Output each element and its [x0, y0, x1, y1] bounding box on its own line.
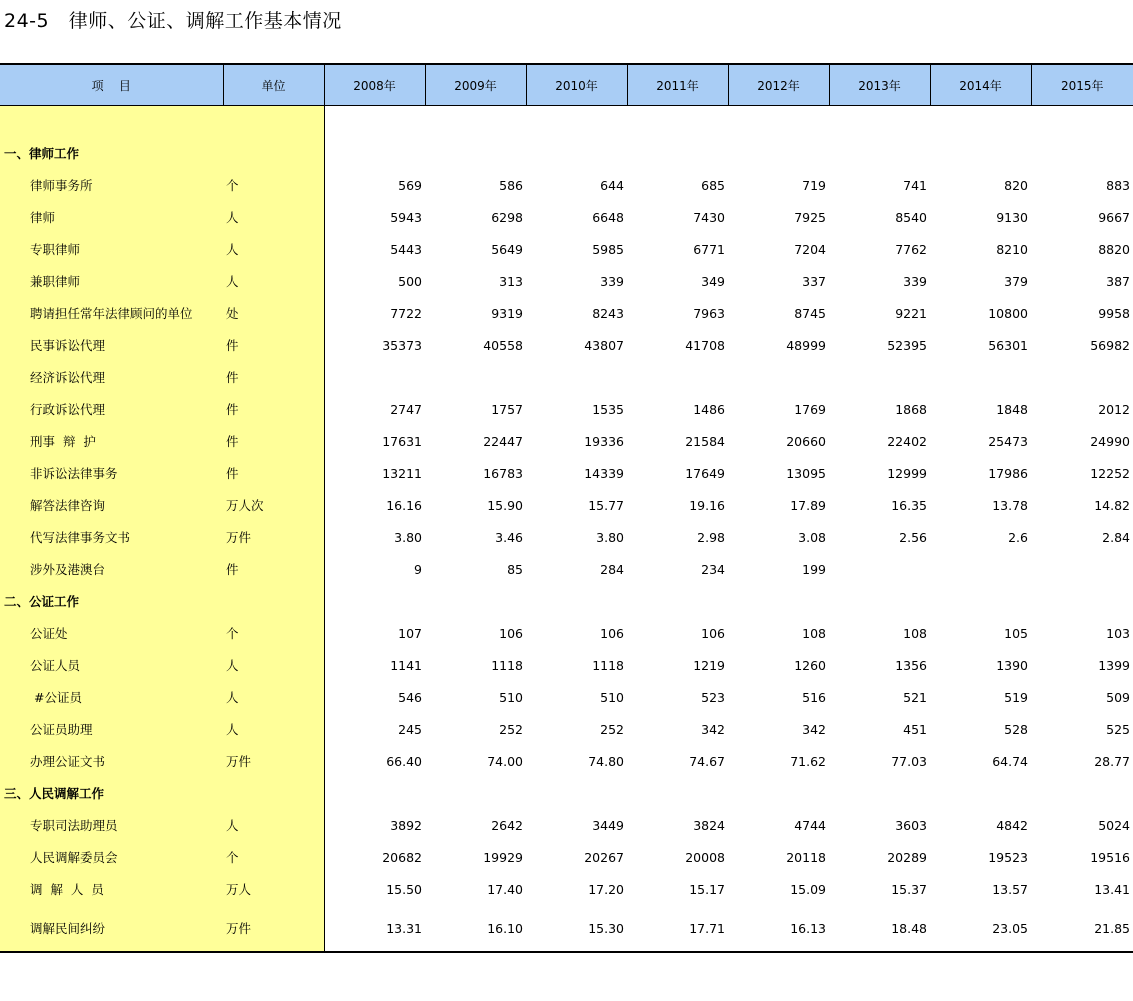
row-unit: 万件: [223, 521, 324, 553]
column-header-year: 2008年: [324, 64, 425, 106]
value-cell: 22447: [483, 433, 523, 449]
statistics-table: [0, 63, 1133, 953]
value-cell: 451: [903, 721, 927, 737]
value-cell: [930, 137, 1031, 169]
column-header-year: 2011年: [627, 64, 728, 106]
value-cell: 24990: [1090, 433, 1130, 449]
value-cell: 2.6: [1008, 529, 1028, 545]
value-cell: 18.48: [829, 905, 930, 952]
value-cell: 66.40: [386, 753, 422, 769]
value-cell: 13095: [786, 465, 826, 481]
row-unit: 件: [223, 553, 324, 585]
value-cell: 2747: [390, 401, 422, 417]
value-cell: [930, 553, 1031, 585]
row-label: 解答法律咨询: [0, 489, 223, 521]
row-label: 刑事 辩 护: [0, 425, 223, 457]
table-row: [0, 841, 1133, 873]
value-cell: 15.17: [689, 881, 725, 897]
value-cell: 516: [802, 689, 826, 705]
value-cell: [1031, 777, 1133, 809]
value-cell: 9958: [1098, 305, 1130, 321]
page-title: 24-5 律师、公证、调解工作基本情况: [4, 10, 342, 32]
value-cell: 19.16: [689, 497, 725, 513]
row-label: 行政诉讼代理: [0, 393, 223, 425]
value-cell: 6298: [491, 209, 523, 225]
spacer-row: [0, 106, 1133, 138]
row-unit: 万件: [223, 905, 324, 952]
value-cell: 8540: [895, 209, 927, 225]
value-cell: 17.20: [588, 881, 624, 897]
row-label: 调 解 人 员: [0, 873, 223, 905]
value-cell: 15.50: [386, 881, 422, 897]
value-cell: 14339: [584, 465, 624, 481]
value-cell: 339: [903, 273, 927, 289]
column-header-year: 2014年: [930, 64, 1031, 106]
value-cell: [627, 361, 728, 393]
table-row: [0, 553, 1133, 585]
value-cell: 56301: [988, 337, 1028, 353]
value-cell: [829, 585, 930, 617]
value-cell: 1390: [996, 657, 1028, 673]
value-cell: 3.80: [596, 529, 624, 545]
row-label: 非诉讼法律事务: [0, 457, 223, 489]
value-cell: 9130: [996, 209, 1028, 225]
value-cell: 21.85: [1031, 905, 1133, 952]
value-cell: 9: [414, 561, 422, 577]
value-cell: 64.74: [992, 753, 1028, 769]
row-unit: 个: [223, 169, 324, 201]
value-cell: 16783: [483, 465, 523, 481]
row-unit: 人: [223, 265, 324, 297]
value-cell: 5943: [390, 209, 422, 225]
value-cell: [829, 553, 930, 585]
row-label: 人民调解委员会: [0, 841, 223, 873]
value-cell: 820: [1004, 177, 1028, 193]
row-unit: 人: [223, 233, 324, 265]
value-cell: [728, 361, 829, 393]
value-cell: [728, 137, 829, 169]
value-cell: 342: [701, 721, 725, 737]
value-cell: 6771: [693, 241, 725, 257]
column-header-year: 2015年: [1031, 64, 1133, 106]
value-cell: 19929: [483, 849, 523, 865]
value-cell: 22402: [887, 433, 927, 449]
value-cell: 1486: [693, 401, 725, 417]
value-cell: 40558: [483, 337, 523, 353]
value-cell: 8210: [996, 241, 1028, 257]
value-cell: 15.90: [487, 497, 523, 513]
row-unit: 人: [223, 649, 324, 681]
value-cell: 23.05: [930, 905, 1031, 952]
value-cell: 106: [499, 625, 523, 641]
value-cell: 107: [398, 625, 422, 641]
table-row: [0, 521, 1133, 553]
value-cell: 17631: [382, 433, 422, 449]
value-cell: 546: [398, 689, 422, 705]
value-cell: [324, 137, 425, 169]
value-cell: 19523: [988, 849, 1028, 865]
value-cell: 528: [1004, 721, 1028, 737]
value-cell: 25473: [988, 433, 1028, 449]
table-row: [0, 617, 1133, 649]
value-cell: 1356: [895, 657, 927, 673]
row-label: 代写法律事务文书: [0, 521, 223, 553]
value-cell: 5443: [390, 241, 422, 257]
header-row: [0, 64, 1133, 106]
value-cell: 35373: [382, 337, 422, 353]
value-cell: 8820: [1098, 241, 1130, 257]
value-cell: 3892: [390, 817, 422, 833]
row-unit: 件: [223, 425, 324, 457]
value-cell: 21584: [685, 433, 725, 449]
value-cell: 1118: [592, 657, 624, 673]
value-cell: 7963: [693, 305, 725, 321]
value-cell: 6648: [592, 209, 624, 225]
value-cell: 20289: [887, 849, 927, 865]
value-cell: 313: [499, 273, 523, 289]
value-cell: 1141: [390, 657, 422, 673]
value-cell: 56982: [1090, 337, 1130, 353]
value-cell: 525: [1106, 721, 1130, 737]
row-label: 调解民间纠纷: [0, 905, 223, 952]
value-cell: [526, 361, 627, 393]
value-cell: 28.77: [1094, 753, 1130, 769]
value-cell: 252: [600, 721, 624, 737]
value-cell: 17.89: [790, 497, 826, 513]
value-cell: 13.31: [324, 905, 425, 952]
value-cell: 569: [398, 177, 422, 193]
row-label: 经济诉讼代理: [0, 361, 223, 393]
row-label: 兼职律师: [0, 265, 223, 297]
value-cell: 14.82: [1094, 497, 1130, 513]
value-cell: 74.67: [689, 753, 725, 769]
value-cell: 7762: [895, 241, 927, 257]
value-cell: 245: [398, 721, 422, 737]
value-cell: 1535: [592, 401, 624, 417]
value-cell: 1769: [794, 401, 826, 417]
value-cell: [829, 137, 930, 169]
value-cell: [930, 585, 1031, 617]
value-cell: [324, 361, 425, 393]
value-cell: 20660: [786, 433, 826, 449]
value-cell: [930, 777, 1031, 809]
value-cell: 108: [903, 625, 927, 641]
value-cell: 9221: [895, 305, 927, 321]
value-cell: [526, 585, 627, 617]
value-cell: 3.80: [394, 529, 422, 545]
value-cell: 19516: [1090, 849, 1130, 865]
table-row: [0, 681, 1133, 713]
row-label: 公证处: [0, 617, 223, 649]
value-cell: 1219: [693, 657, 725, 673]
value-cell: 2.84: [1102, 529, 1130, 545]
table-row: [0, 905, 1133, 952]
value-cell: 2642: [491, 817, 523, 833]
section-row: [0, 137, 1133, 169]
value-cell: 20682: [382, 849, 422, 865]
value-cell: [728, 777, 829, 809]
row-unit: 个: [223, 841, 324, 873]
value-cell: 10800: [988, 305, 1028, 321]
value-cell: 3603: [895, 817, 927, 833]
value-cell: 510: [499, 689, 523, 705]
value-cell: 16.13: [728, 905, 829, 952]
row-unit: 件: [223, 329, 324, 361]
value-cell: 1260: [794, 657, 826, 673]
section-row: [0, 585, 1133, 617]
value-cell: 234: [701, 561, 725, 577]
row-label: 公证人员: [0, 649, 223, 681]
table-row: [0, 489, 1133, 521]
value-cell: 5985: [592, 241, 624, 257]
row-unit: 人: [223, 809, 324, 841]
value-cell: 741: [903, 177, 927, 193]
value-cell: 3.08: [798, 529, 826, 545]
table-body: [0, 106, 1133, 953]
value-cell: [425, 585, 526, 617]
row-label: 专职司法助理员: [0, 809, 223, 841]
value-cell: 106: [701, 625, 725, 641]
value-cell: 12999: [887, 465, 927, 481]
value-cell: 7204: [794, 241, 826, 257]
value-cell: 3449: [592, 817, 624, 833]
value-cell: 883: [1106, 177, 1130, 193]
table-row: [0, 393, 1133, 425]
row-unit: 件: [223, 457, 324, 489]
value-cell: [930, 361, 1031, 393]
row-label: 公证员助理: [0, 713, 223, 745]
value-cell: 337: [802, 273, 826, 289]
value-cell: [1031, 553, 1133, 585]
value-cell: 1399: [1098, 657, 1130, 673]
row-unit: 件: [223, 393, 324, 425]
row-unit: 人: [223, 713, 324, 745]
value-cell: [627, 137, 728, 169]
value-cell: 1848: [996, 401, 1028, 417]
value-cell: 342: [802, 721, 826, 737]
table-row: [0, 201, 1133, 233]
table-row: [0, 361, 1133, 393]
row-label: 聘请担任常年法律顾问的单位: [0, 297, 223, 329]
value-cell: 9667: [1098, 209, 1130, 225]
value-cell: 12252: [1090, 465, 1130, 481]
value-cell: [627, 777, 728, 809]
value-cell: 13211: [382, 465, 422, 481]
value-cell: 349: [701, 273, 725, 289]
row-unit: 个: [223, 617, 324, 649]
value-cell: 20118: [786, 849, 826, 865]
column-header-year: 2013年: [829, 64, 930, 106]
value-cell: 7722: [390, 305, 422, 321]
value-cell: 15.37: [891, 881, 927, 897]
row-unit: 件: [223, 361, 324, 393]
value-cell: 521: [903, 689, 927, 705]
table-row: [0, 425, 1133, 457]
value-cell: 8745: [794, 305, 826, 321]
value-cell: [526, 137, 627, 169]
value-cell: 20267: [584, 849, 624, 865]
table-row: [0, 713, 1133, 745]
value-cell: 43807: [584, 337, 624, 353]
value-cell: 52395: [887, 337, 927, 353]
table-row: [0, 745, 1133, 777]
row-label: 律师事务所: [0, 169, 223, 201]
column-header-year: 2009年: [425, 64, 526, 106]
value-cell: 13.57: [992, 881, 1028, 897]
value-cell: 48999: [786, 337, 826, 353]
value-cell: [829, 777, 930, 809]
value-cell: [324, 585, 425, 617]
table-row: [0, 169, 1133, 201]
value-cell: 15.09: [790, 881, 826, 897]
value-cell: 1868: [895, 401, 927, 417]
value-cell: 106: [600, 625, 624, 641]
table-row: [0, 809, 1133, 841]
value-cell: 15.30: [526, 905, 627, 952]
value-cell: [425, 137, 526, 169]
row-label: 涉外及港澳台: [0, 553, 223, 585]
column-header-year: 2010年: [526, 64, 627, 106]
value-cell: 9319: [491, 305, 523, 321]
value-cell: 71.62: [790, 753, 826, 769]
row-unit: 万人: [223, 873, 324, 905]
table-row: [0, 329, 1133, 361]
value-cell: 284: [600, 561, 624, 577]
value-cell: 3824: [693, 817, 725, 833]
value-cell: 17649: [685, 465, 725, 481]
value-cell: 41708: [685, 337, 725, 353]
value-cell: 2012: [1098, 401, 1130, 417]
value-cell: 1118: [491, 657, 523, 673]
value-cell: 85: [507, 561, 523, 577]
value-cell: 4744: [794, 817, 826, 833]
value-cell: 74.00: [487, 753, 523, 769]
value-cell: 5649: [491, 241, 523, 257]
value-cell: [728, 585, 829, 617]
value-cell: 103: [1106, 625, 1130, 641]
column-header-unit: 单位: [223, 64, 324, 106]
column-header-item: 项 目: [0, 64, 223, 106]
value-cell: 13.41: [1094, 881, 1130, 897]
row-label: 律师: [0, 201, 223, 233]
value-cell: 16.10: [425, 905, 526, 952]
value-cell: 17986: [988, 465, 1028, 481]
row-label: 专职律师: [0, 233, 223, 265]
value-cell: 523: [701, 689, 725, 705]
value-cell: 500: [398, 273, 422, 289]
table-row: [0, 649, 1133, 681]
row-label: 办理公证文书: [0, 745, 223, 777]
value-cell: 586: [499, 177, 523, 193]
table-row: [0, 265, 1133, 297]
value-cell: 105: [1004, 625, 1028, 641]
section-label: 一、律师工作: [0, 137, 223, 169]
value-cell: 16.35: [891, 497, 927, 513]
section-row: [0, 777, 1133, 809]
row-label: 民事诉讼代理: [0, 329, 223, 361]
value-cell: [324, 777, 425, 809]
value-cell: 20008: [685, 849, 725, 865]
value-cell: [1031, 361, 1133, 393]
section-label: 三、人民调解工作: [0, 777, 223, 809]
value-cell: 510: [600, 689, 624, 705]
value-cell: 339: [600, 273, 624, 289]
value-cell: 3.46: [495, 529, 523, 545]
value-cell: 19336: [584, 433, 624, 449]
value-cell: 685: [701, 177, 725, 193]
value-cell: 13.78: [992, 497, 1028, 513]
value-cell: [1031, 137, 1133, 169]
value-cell: 17.71: [627, 905, 728, 952]
table-row: [0, 297, 1133, 329]
table-row: [0, 873, 1133, 905]
value-cell: 644: [600, 177, 624, 193]
value-cell: 2.98: [697, 529, 725, 545]
table-row: [0, 457, 1133, 489]
row-unit: 人: [223, 681, 324, 713]
value-cell: 2.56: [899, 529, 927, 545]
value-cell: 7925: [794, 209, 826, 225]
value-cell: 17.40: [487, 881, 523, 897]
value-cell: 77.03: [891, 753, 927, 769]
value-cell: 199: [802, 561, 826, 577]
value-cell: 1757: [491, 401, 523, 417]
value-cell: 8243: [592, 305, 624, 321]
row-unit: 万件: [223, 745, 324, 777]
value-cell: 16.16: [386, 497, 422, 513]
value-cell: [526, 777, 627, 809]
value-cell: [627, 585, 728, 617]
row-unit: 人: [223, 201, 324, 233]
value-cell: [425, 777, 526, 809]
value-cell: 74.80: [588, 753, 624, 769]
value-cell: 15.77: [588, 497, 624, 513]
row-unit: 万人次: [223, 489, 324, 521]
value-cell: 379: [1004, 273, 1028, 289]
value-cell: 108: [802, 625, 826, 641]
value-cell: [425, 361, 526, 393]
value-cell: [1031, 585, 1133, 617]
row-label: #公证员: [0, 681, 223, 713]
value-cell: [829, 361, 930, 393]
value-cell: 252: [499, 721, 523, 737]
value-cell: 5024: [1098, 817, 1130, 833]
value-cell: 509: [1106, 689, 1130, 705]
row-unit: 处: [223, 297, 324, 329]
value-cell: 719: [802, 177, 826, 193]
row-unit: [223, 137, 324, 169]
value-cell: 4842: [996, 817, 1028, 833]
column-header-year: 2012年: [728, 64, 829, 106]
table-row: [0, 233, 1133, 265]
value-cell: 519: [1004, 689, 1028, 705]
row-unit: [223, 585, 324, 617]
row-unit: [223, 777, 324, 809]
section-label: 二、公证工作: [0, 585, 223, 617]
value-cell: 387: [1106, 273, 1130, 289]
value-cell: 7430: [693, 209, 725, 225]
